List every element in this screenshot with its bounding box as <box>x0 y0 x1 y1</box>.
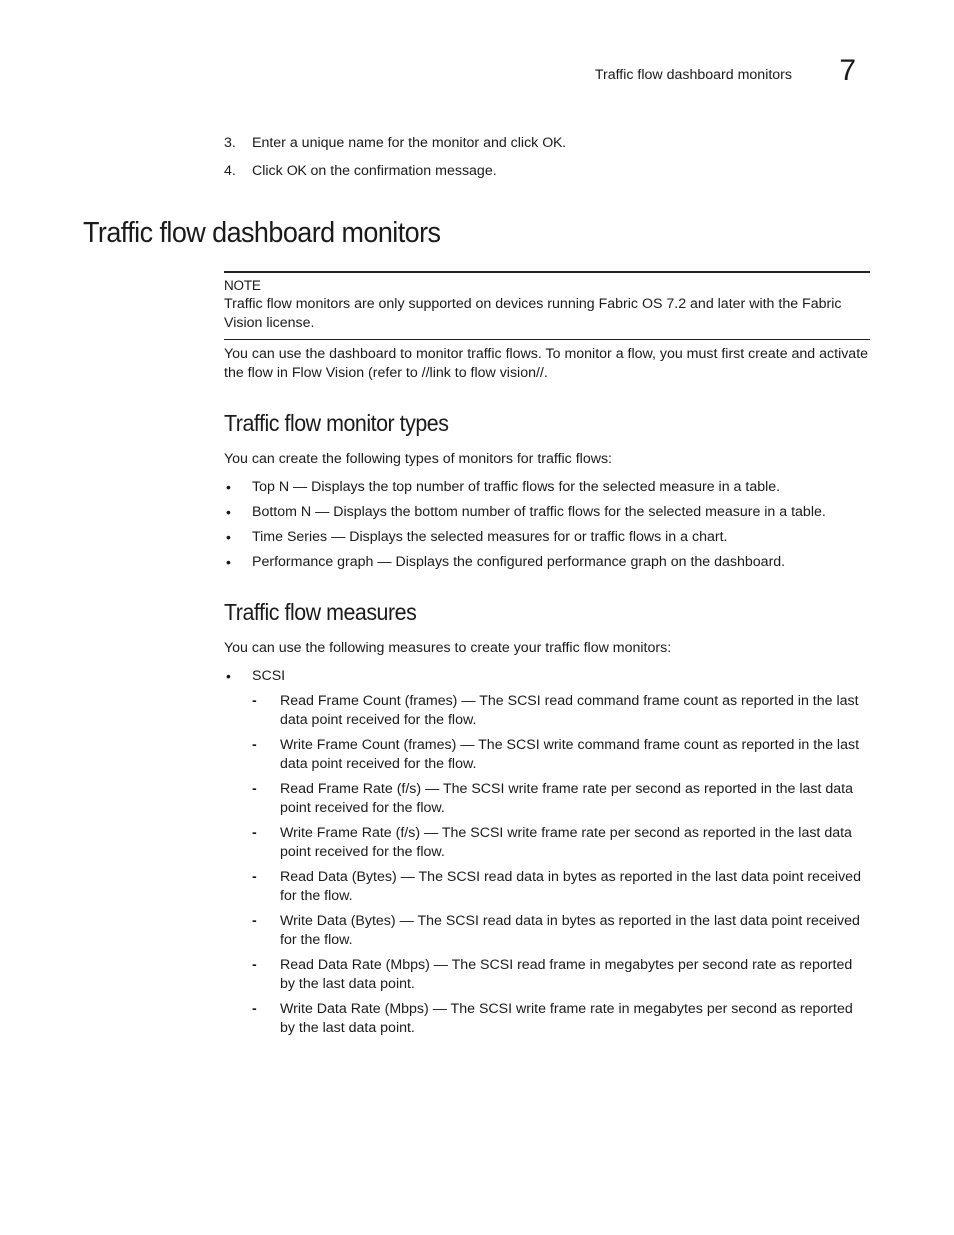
list-item <box>224 478 870 497</box>
list-item-text: Time Series — Displays the selected measures for or traffic flows in a chart. <box>252 529 728 545</box>
step-number: 4. <box>224 163 236 179</box>
step-text-end: on the confirmation message. <box>306 163 497 179</box>
sub-list-item <box>252 692 870 730</box>
ui-term-ok: OK <box>542 135 563 151</box>
chapter-number: 7 <box>839 54 856 87</box>
dash-icon: - <box>252 781 257 797</box>
bullet-icon: • <box>226 479 231 495</box>
note-label: NOTE <box>224 278 261 293</box>
sub-list-item-text: Write Frame Count (frames) — The SCSI write command frame count as reported in the last data point received for the flow. <box>280 737 860 772</box>
sub-list-item <box>252 868 870 906</box>
measures-section <box>224 597 870 1044</box>
sub-list-item-text: Read Data (Bytes) — The SCSI read data in bytes as reported in the last data point received for the flow. <box>280 869 861 904</box>
sub-list-item <box>252 824 870 862</box>
ui-term-ok: OK <box>286 163 307 179</box>
sub-list-item-text: Read Data Rate (Mbps) — The SCSI read frame in megabytes per second rate as reported by the last data point. <box>280 957 853 992</box>
bullet-icon: • <box>226 504 231 520</box>
sub-list-item <box>252 956 870 994</box>
step-text: Click <box>252 163 287 179</box>
step-text-end: . <box>562 135 567 151</box>
sub-list-item <box>252 912 870 950</box>
scsi-measures-list <box>252 692 870 1038</box>
dash-icon: - <box>252 1001 257 1017</box>
step-number: 3. <box>224 135 236 151</box>
monitor-types-heading: Traffic flow monitor types <box>224 410 449 436</box>
note-box <box>224 271 870 340</box>
monitor-types-intro: You can create the following types of monitors for traffic flows: <box>224 451 612 467</box>
sub-list-item <box>252 780 870 818</box>
list-item <box>224 667 870 1038</box>
list-item-text: Top N — Displays the top number of traffic flows for the selected measure in a table. <box>252 479 781 495</box>
sub-list-item-text: Write Data Rate (Mbps) — The SCSI write frame rate in megabytes per second as reported by the last data point. <box>280 1001 853 1036</box>
list-item-text: Performance graph — Displays the configured performance graph on the dashboard. <box>252 554 786 570</box>
dash-icon: - <box>252 693 257 709</box>
step-item <box>224 134 874 153</box>
dash-icon: - <box>252 737 257 753</box>
sub-list-item-text: Read Frame Rate (f/s) — The SCSI write frame rate per second as reported in the last data point received for the flow. <box>280 781 854 816</box>
monitor-types-list <box>224 478 870 572</box>
list-item <box>224 553 870 572</box>
dash-icon: - <box>252 957 257 973</box>
intro-paragraph: You can use the dashboard to monitor traffic flows. To monitor a flow, you must first create and activate the flow in Flow Vision (refer to //link to flow vision//. <box>224 346 869 381</box>
procedure-steps <box>224 134 874 190</box>
measure-group-label: SCSI <box>252 668 286 684</box>
dash-icon: - <box>252 825 257 841</box>
bullet-icon: • <box>226 668 231 684</box>
measures-list <box>224 667 870 1038</box>
step-text: Enter a unique name for the monitor and click <box>252 135 543 151</box>
dash-icon: - <box>252 869 257 885</box>
sub-list-item-text: Write Frame Rate (f/s) — The SCSI write frame rate per second as reported in the last data point received for the flow. <box>280 825 852 860</box>
note-text: Traffic flow monitors are only supported on devices running Fabric OS 7.2 and later with the Fabric Vision license. <box>224 296 842 331</box>
sub-list-item <box>252 1000 870 1038</box>
intro-block <box>224 345 870 383</box>
section-title: Traffic flow dashboard monitors <box>83 217 441 249</box>
header-title: Traffic flow dashboard monitors <box>594 67 792 83</box>
sub-list-item <box>252 736 870 774</box>
monitor-types-section <box>224 408 870 578</box>
sub-list-item-text: Read Frame Count (frames) — The SCSI read command frame count as reported in the last data point received for the flow. <box>280 693 859 728</box>
bullet-icon: • <box>226 529 231 545</box>
measures-heading: Traffic flow measures <box>224 599 417 625</box>
bullet-icon: • <box>226 554 231 570</box>
list-item <box>224 503 870 522</box>
list-item-text: Bottom N — Displays the bottom number of traffic flows for the selected measure in a table. <box>252 504 826 520</box>
measures-intro: You can use the following measures to create your traffic flow monitors: <box>224 640 672 656</box>
sub-list-item-text: Write Data (Bytes) — The SCSI read data in bytes as reported in the last data point received for the flow. <box>280 913 860 948</box>
list-item <box>224 528 870 547</box>
dash-icon: - <box>252 913 257 929</box>
step-item <box>224 162 874 181</box>
